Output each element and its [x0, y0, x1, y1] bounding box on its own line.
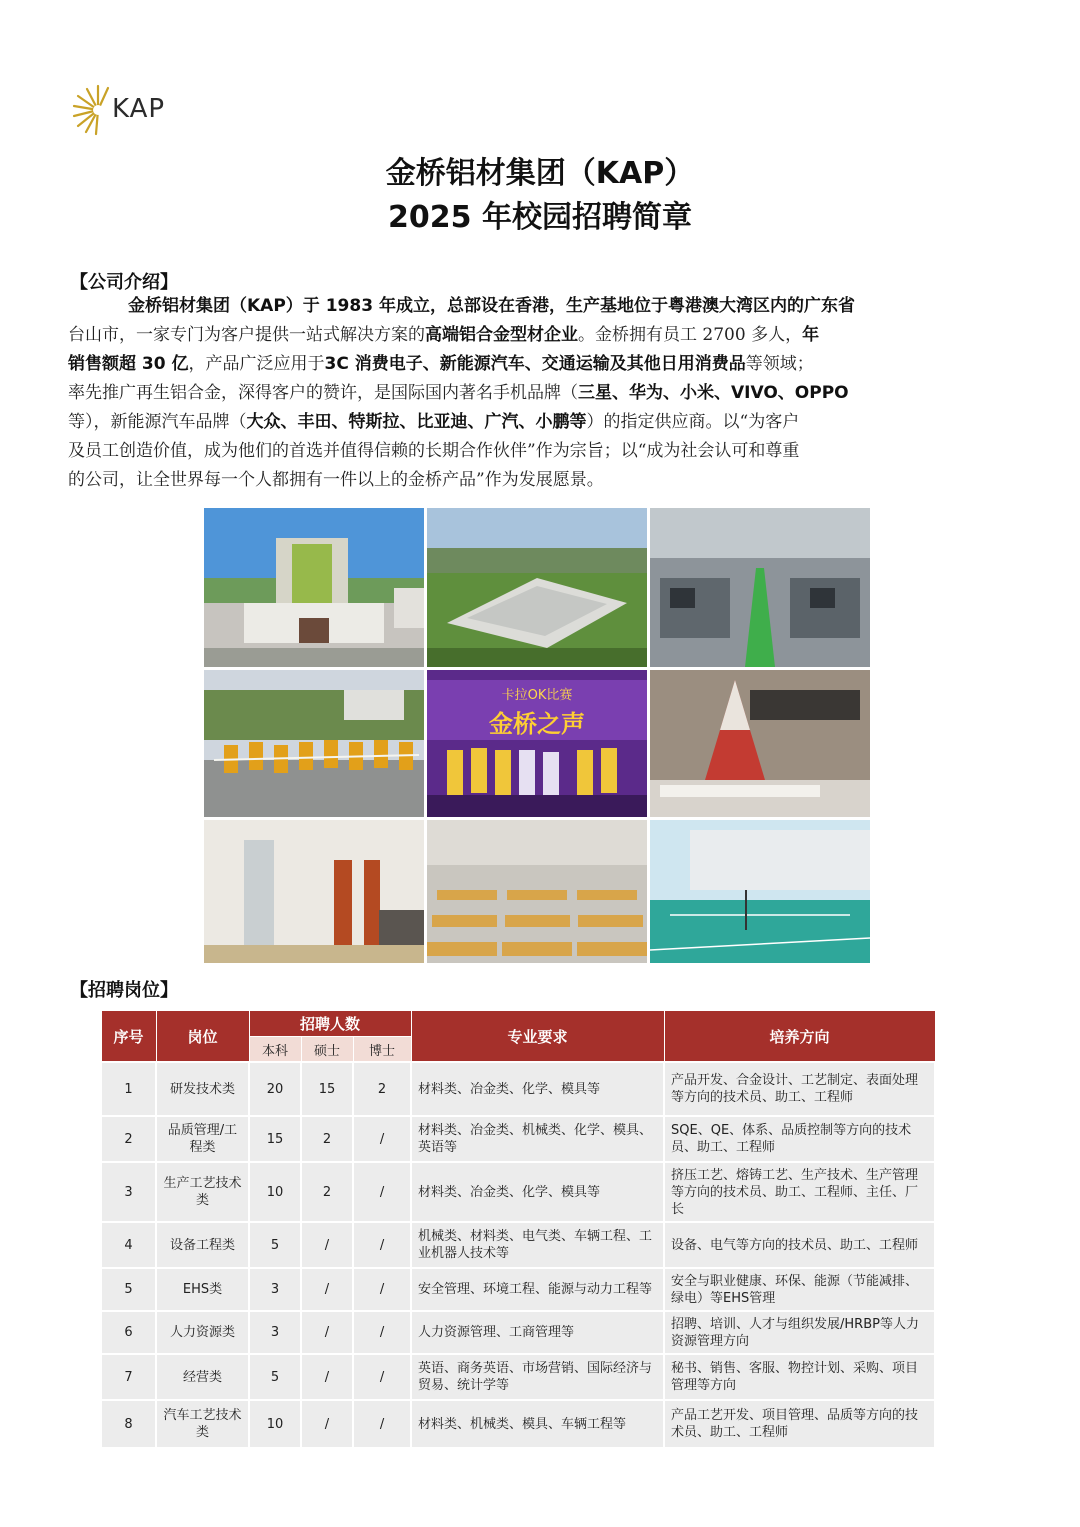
photo-dormitory: [204, 820, 424, 963]
table-row: [101, 1062, 935, 1116]
cell-major: 材料类、机械类、模具、车辆工程等: [411, 1400, 664, 1448]
header-bachelor: 本科: [249, 1037, 301, 1063]
cell-bachelor: 3: [249, 1311, 301, 1354]
intro-highlight: 3C 消费电子、新能源汽车、交通运输及其他日用消费品: [324, 354, 746, 374]
cell-direction: 设备、电气等方向的技术员、助工、工程师: [664, 1222, 935, 1268]
photo-grid: [204, 508, 870, 963]
header-master: 硕士: [301, 1037, 353, 1063]
cell-master: /: [301, 1222, 353, 1268]
photo-aerial-factory: [427, 508, 647, 667]
intro-text: 等），新能源汽车品牌（: [68, 412, 247, 432]
header-major: 专业要求: [411, 1011, 664, 1063]
cell-master: /: [301, 1400, 353, 1448]
intro-text: 台山市，一家专门为客户提供一站式解决方案的: [68, 325, 425, 345]
cell-major: 机械类、材料类、电气类、车辆工程、工业机器人技术等: [411, 1222, 664, 1268]
table-row: [101, 1311, 935, 1354]
header-count: 招聘人数: [249, 1011, 411, 1037]
cell-phd: /: [353, 1311, 411, 1354]
logo-text: KAP: [112, 94, 166, 124]
cell-post: 研发技术类: [156, 1062, 249, 1116]
header-no: 序号: [101, 1011, 156, 1063]
cell-phd: /: [353, 1116, 411, 1162]
photo-lobby-christmas-tree: [650, 670, 870, 817]
cell-post: 生产工艺技术类: [156, 1162, 249, 1222]
cell-major: 材料类、冶金类、化学、模具等: [411, 1062, 664, 1116]
cell-phd: /: [353, 1400, 411, 1448]
photo-canteen: [427, 820, 647, 963]
table-row: [101, 1162, 935, 1222]
table-row: [101, 1268, 935, 1311]
company-logo: [68, 80, 198, 140]
cell-phd: /: [353, 1162, 411, 1222]
cell-direction: 挤压工艺、熔铸工艺、生产技术、生产管理等方向的技术员、助工、工程师、主任、厂长: [664, 1162, 935, 1222]
intro-text: 的公司，让全世界每一个人都拥有一件以上的金桥产品”作为发展愿景。: [68, 470, 604, 490]
intro-text: ，产品广泛应用于: [188, 354, 325, 374]
karaoke-title-text: 金桥之声: [489, 710, 585, 738]
header-phd: 博士: [353, 1037, 411, 1063]
cell-direction: 产品工艺开发、项目管理、品质等方向的技术员、助工、工程师: [664, 1400, 935, 1448]
cell-no: 7: [101, 1354, 156, 1400]
cell-major: 材料类、冶金类、机械类、化学、模具、英语等: [411, 1116, 664, 1162]
cell-no: 5: [101, 1268, 156, 1311]
header-direction: 培养方向: [664, 1011, 935, 1063]
photo-badminton-court: [650, 820, 870, 963]
intro-highlight: 高端铝合金型材企业: [425, 325, 578, 345]
table-row: [101, 1400, 935, 1448]
cell-master: 2: [301, 1116, 353, 1162]
cell-no: 1: [101, 1062, 156, 1116]
cell-bachelor: 10: [249, 1400, 301, 1448]
cell-major: 材料类、冶金类、化学、模具等: [411, 1162, 664, 1222]
intro-highlight: 年: [802, 325, 820, 345]
intro-line: [68, 379, 1014, 408]
cell-phd: /: [353, 1354, 411, 1400]
intro-text: ）的指定供应商。以“为客户: [586, 412, 800, 432]
intro-highlight: 销售额超 30 亿: [68, 354, 189, 374]
karaoke-banner-text: 卡拉OK比赛: [501, 688, 573, 703]
cell-post: 经营类: [156, 1354, 249, 1400]
cell-phd: 2: [353, 1062, 411, 1116]
table-row: [101, 1222, 935, 1268]
table-row: [101, 1116, 935, 1162]
cell-post: 设备工程类: [156, 1222, 249, 1268]
cell-phd: /: [353, 1222, 411, 1268]
cell-direction: 产品开发、合金设计、工艺制定、表面处理等方向的技术员、助工、工程师: [664, 1062, 935, 1116]
cell-bachelor: 10: [249, 1162, 301, 1222]
cell-major: 人力资源管理、工商管理等: [411, 1311, 664, 1354]
jobs-heading: 【招聘岗位】: [70, 980, 178, 1001]
cell-no: 4: [101, 1222, 156, 1268]
table-row: [101, 1354, 935, 1400]
photo-karaoke-stage: [427, 670, 647, 817]
jobs-table: [100, 1010, 936, 1449]
intro-line: [68, 408, 1014, 437]
cell-post: 品质管理/工程类: [156, 1116, 249, 1162]
intro-line: [68, 350, 1014, 379]
cell-bachelor: 20: [249, 1062, 301, 1116]
intro-text: 等领域；: [745, 354, 814, 374]
intro-text: 金桥铝材集团（KAP）于 1983 年成立，总部设在香港，生产基地位于粤港澳大湾区内的广东省: [128, 296, 855, 316]
photo-workshop: [650, 508, 870, 667]
cell-master: 2: [301, 1162, 353, 1222]
cell-no: 2: [101, 1116, 156, 1162]
cell-post: 人力资源类: [156, 1311, 249, 1354]
cell-direction: 招聘、培训、人才与组织发展/HRBP等人力资源管理方向: [664, 1311, 935, 1354]
company-intro: [68, 292, 1014, 495]
intro-highlight: 大众、丰田、特斯拉、比亚迪、广汽、小鹏等: [246, 412, 587, 432]
intro-text: 。金桥拥有员工 2700 多人，: [578, 325, 803, 345]
cell-no: 3: [101, 1162, 156, 1222]
cell-post: 汽车工艺技术类: [156, 1400, 249, 1448]
intro-line: [68, 292, 1014, 321]
cell-bachelor: 15: [249, 1116, 301, 1162]
header-post: 岗位: [156, 1011, 249, 1063]
cell-direction: 安全与职业健康、环保、能源（节能减排、绿电）等EHS管理: [664, 1268, 935, 1311]
intro-line: [68, 321, 1014, 350]
cell-master: /: [301, 1311, 353, 1354]
cell-major: 英语、商务英语、市场营销、国际经济与贸易、统计学等: [411, 1354, 664, 1400]
cell-master: 15: [301, 1062, 353, 1116]
photo-tug-of-war: [204, 670, 424, 817]
cell-direction: SQE、QE、体系、品质控制等方向的技术员、助工、工程师: [664, 1116, 935, 1162]
intro-highlight: 三星、华为、小米、VIVO、OPPO: [578, 383, 849, 403]
intro-line: [68, 466, 1014, 495]
cell-phd: /: [353, 1268, 411, 1311]
page-title: [0, 152, 1080, 240]
cell-bachelor: 5: [249, 1222, 301, 1268]
cell-major: 安全管理、环境工程、能源与动力工程等: [411, 1268, 664, 1311]
cell-master: /: [301, 1268, 353, 1311]
cell-no: 8: [101, 1400, 156, 1448]
intro-line: [68, 437, 1014, 466]
intro-heading: 【公司介绍】: [70, 272, 178, 293]
cell-bachelor: 5: [249, 1354, 301, 1400]
cell-bachelor: 3: [249, 1268, 301, 1311]
cell-post: EHS类: [156, 1268, 249, 1311]
title-line-1: 金桥铝材集团（KAP）: [385, 156, 695, 191]
photo-office-building: [204, 508, 424, 667]
intro-text: 率先推广再生铝合金，深得客户的赞许，是国际国内著名手机品牌（: [68, 383, 578, 403]
cell-no: 6: [101, 1311, 156, 1354]
title-line-2: 2025 年校园招聘简章: [388, 200, 692, 235]
cell-master: /: [301, 1354, 353, 1400]
cell-direction: 秘书、销售、客服、物控计划、采购、项目管理等方向: [664, 1354, 935, 1400]
intro-text: 及员工创造价值，成为他们的首选并值得信赖的长期合作伙伴”作为宗旨；以“成为社会认可和尊重: [68, 441, 800, 461]
